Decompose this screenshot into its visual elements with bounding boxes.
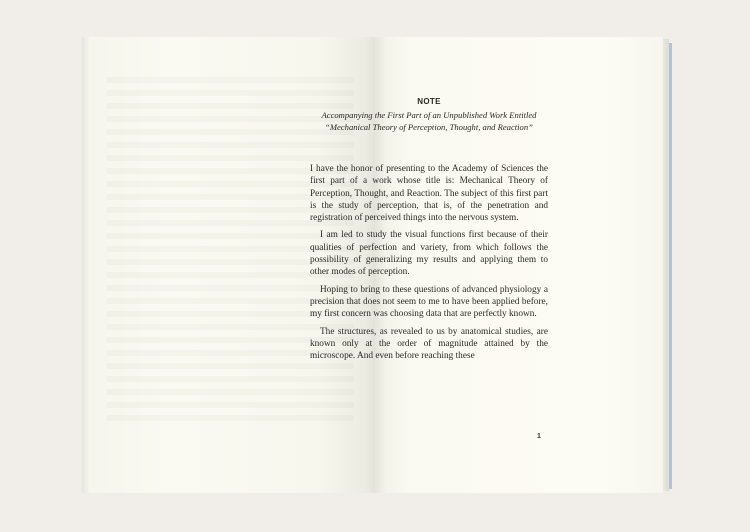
bleed-through-line: [106, 376, 354, 382]
page-number: 1: [537, 433, 541, 440]
bleed-through-line: [106, 129, 354, 135]
bleed-through-line: [106, 90, 354, 96]
paragraph: I have the honor of presenting to the Academy of Sciences the first part of a work whose title is: Mechanical Theory of Perception, Thought, and Reaction. The subject of this first part is the study of perception, that is, of the penetration and registration of perceived things into the nervous system.: [310, 164, 548, 224]
note-heading: NOTE: [417, 97, 441, 106]
bleed-through-line: [106, 389, 354, 395]
paragraph: The structures, as revealed to us by anatomical studies, are known only at the order of magnitude attained by the microscope. And even before reaching these: [310, 326, 548, 362]
bleed-through-line: [106, 77, 354, 83]
note-subtitle: Accompanying the First Part of an Unpublished Work Entitled “Mechanical Theory of Perception, Thought, and Reaction”: [321, 110, 537, 132]
bleed-through-line: [106, 103, 354, 109]
back-cover-edge: [669, 43, 672, 489]
bleed-through-line: [106, 415, 354, 421]
note-title-block: [318, 97, 540, 133]
paragraph: I am led to study the visual functions first because of their qualities of perfection and variety, from which follows the possibility of generalizing my results and applying them to other modes of perception.: [310, 230, 548, 278]
bleed-through-line: [106, 155, 354, 161]
paragraph: Hoping to bring to these questions of advanced physiology a precision that does not seem to me to have been applied before, my first concern was choosing data that are perfectly known.: [310, 284, 548, 320]
body-text: [310, 163, 548, 367]
bleed-through-line: [106, 402, 354, 408]
left-page-edge: [82, 37, 89, 493]
bleed-through-line: [106, 116, 354, 122]
bleed-through-line: [106, 142, 354, 148]
